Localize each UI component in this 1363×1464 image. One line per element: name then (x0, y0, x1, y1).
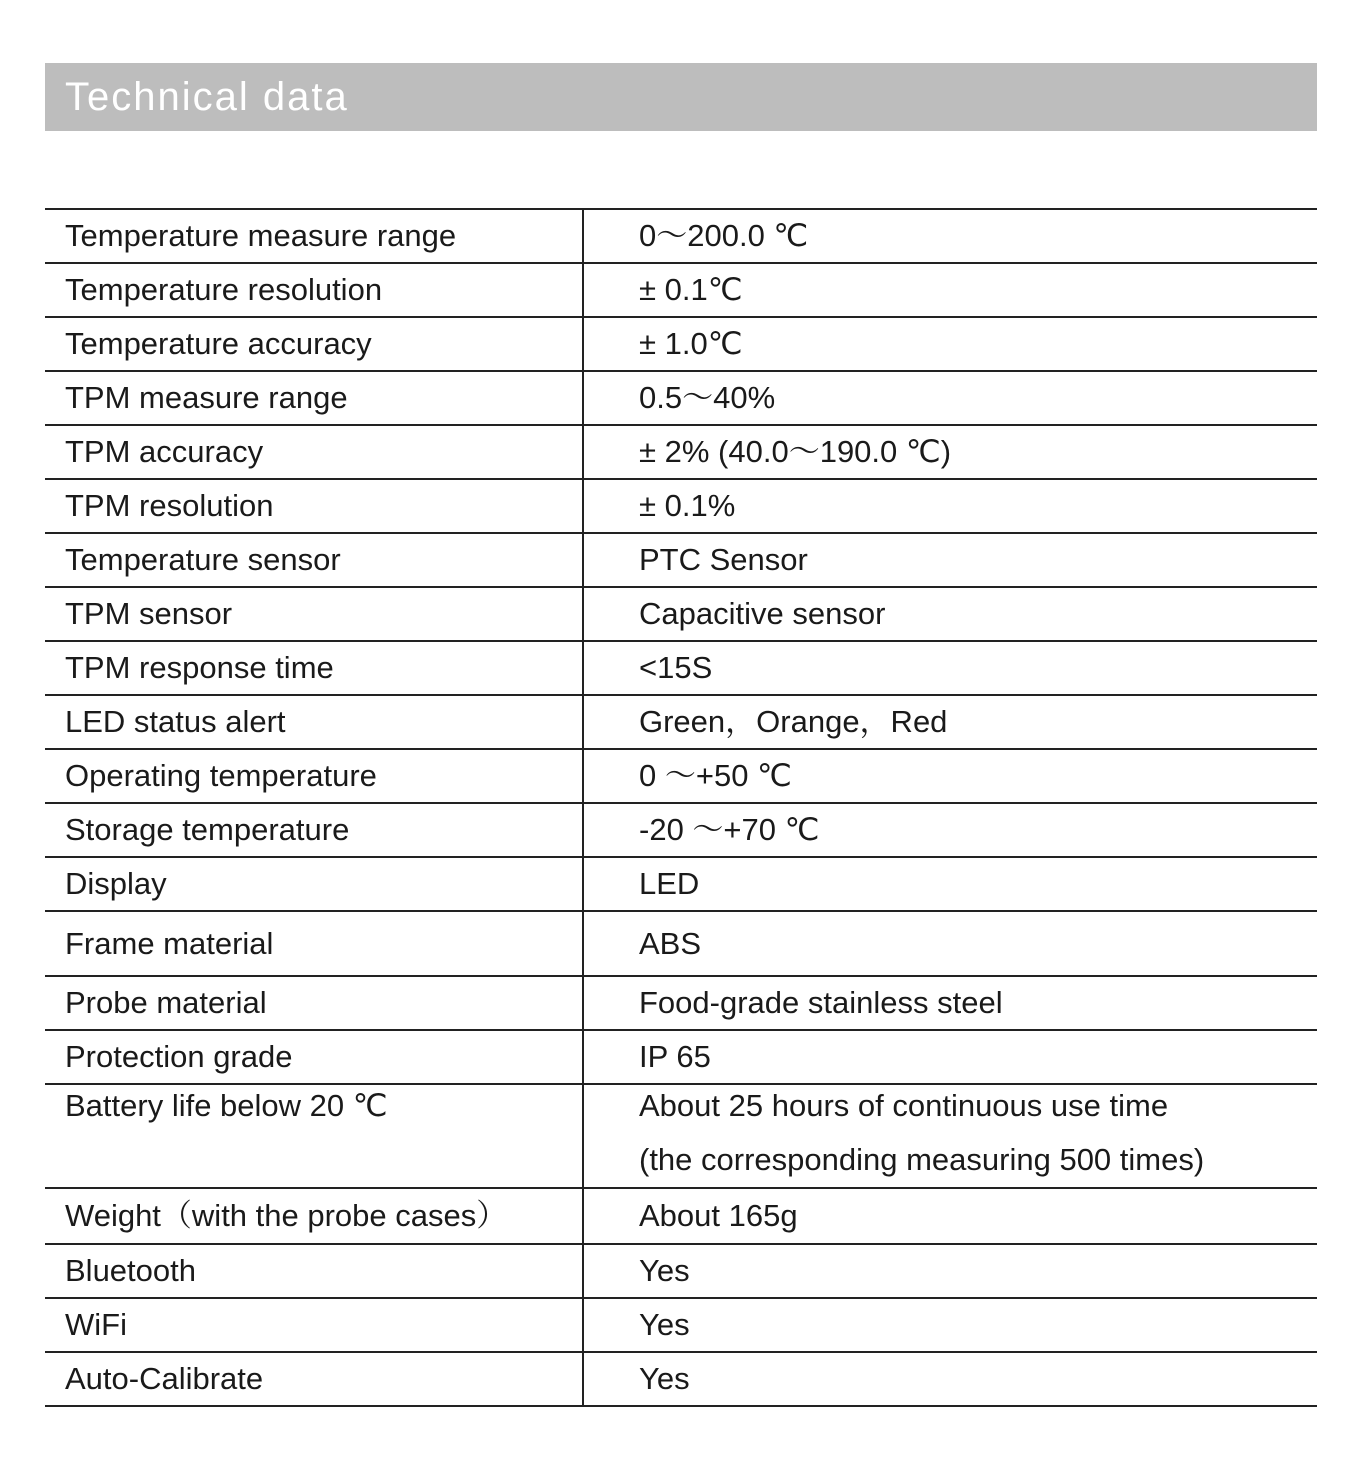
spec-value: LED (639, 866, 700, 901)
spec-value: Yes (639, 1307, 690, 1342)
table-row (45, 1353, 1317, 1407)
table-row (45, 642, 1317, 696)
table-row (45, 1085, 1317, 1189)
table-row (45, 480, 1317, 534)
table-row (45, 696, 1317, 750)
table-row (45, 426, 1317, 480)
spec-value: ± 2% (40.0～190.0 ℃) (639, 434, 952, 469)
spec-label: Auto-Calibrate (45, 1353, 584, 1405)
spec-label: Temperature resolution (45, 264, 584, 316)
spec-label: Operating temperature (45, 750, 584, 802)
spec-value: Capacitive sensor (639, 596, 886, 631)
table-row (45, 1031, 1317, 1085)
spec-value-line-2: (the corresponding measuring 500 times) (639, 1142, 1205, 1177)
table-row (45, 318, 1317, 372)
section-title: Technical data (65, 75, 349, 119)
table-row (45, 534, 1317, 588)
table-row (45, 372, 1317, 426)
spec-value: About 165g (639, 1198, 798, 1233)
table-row (45, 804, 1317, 858)
table-row (45, 912, 1317, 977)
spec-value: Yes (639, 1361, 690, 1396)
spec-value (584, 1085, 1317, 1187)
spec-label: TPM response time (45, 642, 584, 694)
spec-label: Storage temperature (45, 804, 584, 856)
spec-label: Bluetooth (45, 1245, 584, 1297)
spec-value: PTC Sensor (639, 542, 808, 577)
table-row (45, 750, 1317, 804)
spec-value: <15S (639, 650, 713, 685)
spec-label: TPM accuracy (45, 426, 584, 478)
spec-value: Food-grade stainless steel (639, 985, 1003, 1020)
technical-data-table (45, 208, 1317, 1407)
spec-label: WiFi (45, 1299, 584, 1351)
spec-label: LED status alert (45, 696, 584, 748)
spec-label: TPM measure range (45, 372, 584, 424)
section-header-bar (45, 63, 1317, 131)
table-row (45, 264, 1317, 318)
spec-label: Temperature accuracy (45, 318, 584, 370)
spec-label: Display (45, 858, 584, 910)
spec-label: Temperature measure range (45, 210, 584, 262)
spec-label: Protection grade (45, 1031, 584, 1083)
spec-value: ± 0.1℃ (639, 272, 743, 307)
spec-value: 0～200.0 ℃ (639, 218, 809, 253)
table-row (45, 1245, 1317, 1299)
spec-value: 0 ～+50 ℃ (639, 758, 792, 793)
spec-value: ABS (639, 925, 702, 961)
spec-value: Yes (639, 1253, 690, 1288)
table-row (45, 1299, 1317, 1353)
spec-label: Weight（with the probe cases） (45, 1189, 584, 1243)
table-row (45, 858, 1317, 912)
spec-value: -20 ～+70 ℃ (639, 812, 820, 847)
table-row (45, 977, 1317, 1031)
spec-label: Battery life below 20 ℃ (45, 1085, 584, 1187)
table-row (45, 1189, 1317, 1245)
spec-label: TPM resolution (45, 480, 584, 532)
spec-label: Temperature sensor (45, 534, 584, 586)
spec-value: Green，Orange，Red (639, 704, 948, 739)
spec-value: 0.5～40% (639, 380, 776, 415)
spec-label: Frame material (45, 912, 584, 975)
spec-value: IP 65 (639, 1039, 711, 1074)
spec-value-line-1: About 25 hours of continuous use time (639, 1088, 1169, 1123)
table-row (45, 210, 1317, 264)
spec-label: TPM sensor (45, 588, 584, 640)
spec-value: ± 0.1% (639, 488, 736, 523)
spec-label: Probe material (45, 977, 584, 1029)
table-row (45, 588, 1317, 642)
spec-value: ± 1.0℃ (639, 326, 743, 361)
